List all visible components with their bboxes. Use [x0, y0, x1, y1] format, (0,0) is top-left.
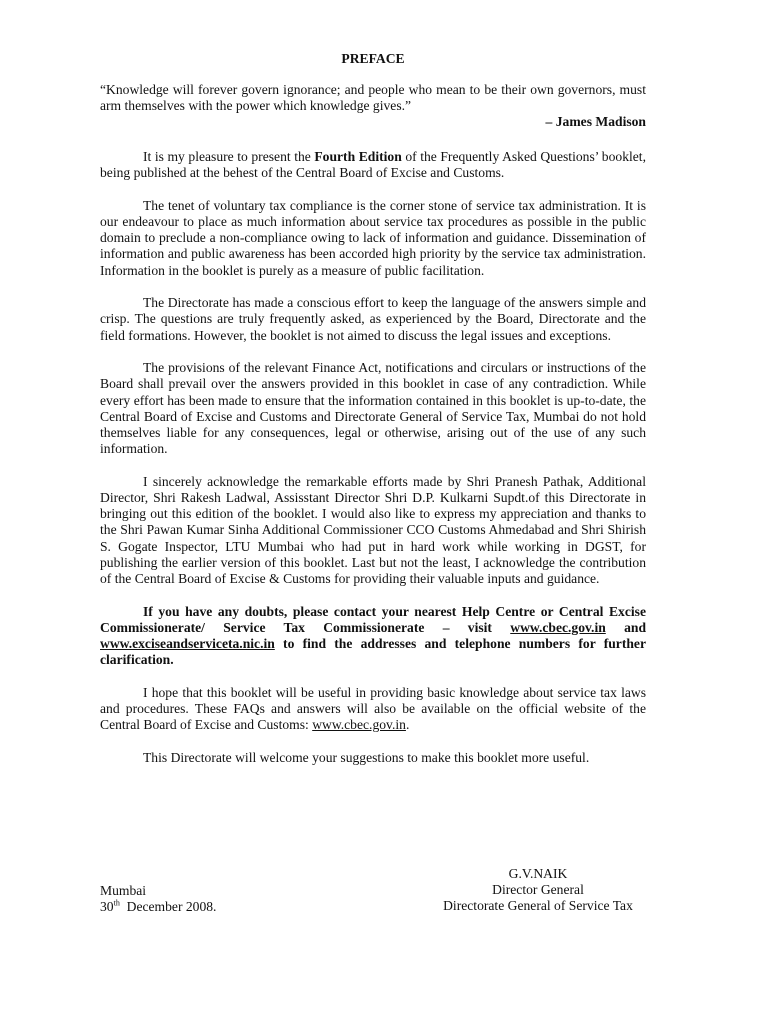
preface-body	[100, 149, 646, 782]
date-suffix: th	[113, 898, 120, 908]
signatory-designation: Director General	[492, 882, 584, 898]
page-title: PREFACE	[341, 51, 405, 66]
paragraph-contact	[100, 604, 646, 669]
paragraph-website	[100, 685, 646, 734]
date-day: 30	[100, 899, 114, 915]
paragraph-intro-text-end: of the Frequently Asked Questions’ booklet, being published at the behest of the Central Board of Excise and Customs.	[100, 149, 646, 181]
place: Mumbai	[100, 883, 147, 898]
paragraph-compliance: The tenet of voluntary tax compliance is the corner stone of service tax administration. It is our endeavour to place as much information about service tax procedures as possible in the public domain to preclude a non-compliance owing to lack of information and guidance. Dissemination of information and public awareness has been accorded high priority by the service tax administration. Information in the booklet is purely as a measure of public facilitation.	[100, 197, 646, 278]
paragraph-acknowledgement: I sincerely acknowledge the remarkable efforts made by Shri Pranesh Pathak, Additional Director, Shri Rakesh Ladwal, Assisstant Director Shri D.P. Kulkarni Supdt.of this Directorate in bringing out this edition of the booklet. I would also like to express my appreciation and thanks to the Shri Pawan Kumar Sinha Additional Commissioner CCO Customs Ahmedabad and Shri Shirish S. Gogate Inspector, LTU Mumbai who had put in hard work while working in DGST, for publishing the earlier version of this booklet. Last but not the least, I acknowledge the contribution of the Central Board of Excise & Customs for providing their valuable inputs and guidance.	[100, 473, 646, 587]
contact-text-mid: and	[605, 619, 646, 635]
place-date-block	[100, 883, 320, 915]
cbec-link[interactable]: www.cbec.gov.in	[510, 619, 606, 635]
edition-emphasis: Fourth Edition	[314, 149, 402, 164]
website-text-start: I hope that this booklet will be useful in providing basic knowledge about service tax laws and procedures. These FAQs and answers will also be available on the official website of the Central Board of Excise and Customs:	[100, 684, 646, 733]
contact-text-end: to find the addresses and telephone numbers for further clarification.	[100, 636, 646, 668]
paragraph-suggestions: This Directorate will welcome your suggestions to make this booklet more useful.	[143, 749, 590, 765]
website-link[interactable]: www.cbec.gov.in	[312, 717, 406, 733]
contact-text-start: If you have any doubts, please contact your nearest Help Centre or Central Excise Commissionerate/ Service Tax Commissionerate – visit	[100, 603, 646, 635]
signatory-name: G.V.NAIK	[508, 866, 568, 881]
epigraph	[100, 82, 646, 131]
signatory-block	[430, 866, 646, 915]
exciseandserviceta-link[interactable]: www.exciseandserviceta.nic.in	[100, 636, 275, 652]
date	[100, 899, 320, 915]
quote-text: “Knowledge will forever govern ignorance; and people who mean to be their own governors, must arm themselves with the power which knowledge gives.”	[100, 82, 646, 114]
website-text-end: .	[405, 717, 410, 733]
paragraph-intro	[100, 149, 646, 181]
date-rest: December 2008.	[119, 899, 217, 915]
paragraph-intro-text-start: It is my pleasure to present the	[143, 149, 315, 164]
signatory-office: Directorate General of Service Tax	[443, 898, 633, 914]
quote-author: – James Madison	[545, 114, 646, 130]
paragraph-language: The Directorate has made a conscious effort to keep the language of the answers simple and crisp. The questions are truly frequently asked, as experienced by the Board, Directorate and the field formations. However, the booklet is not aimed to discuss the legal issues and exceptions.	[100, 295, 646, 343]
paragraph-disclaimer: The provisions of the relevant Finance Act, notifications and circulars or instructions of the Board shall prevail over the answers provided in this booklet in case of any contradiction. While every effort has been made to ensure that the information contained in this booklet is up-to-date, the Central Board of Excise and Customs and Directorate General of Service Tax, Mumbai do not hold themselves liable for any consequences, legal or otherwise, arising out of the use of any such information.	[100, 360, 646, 457]
